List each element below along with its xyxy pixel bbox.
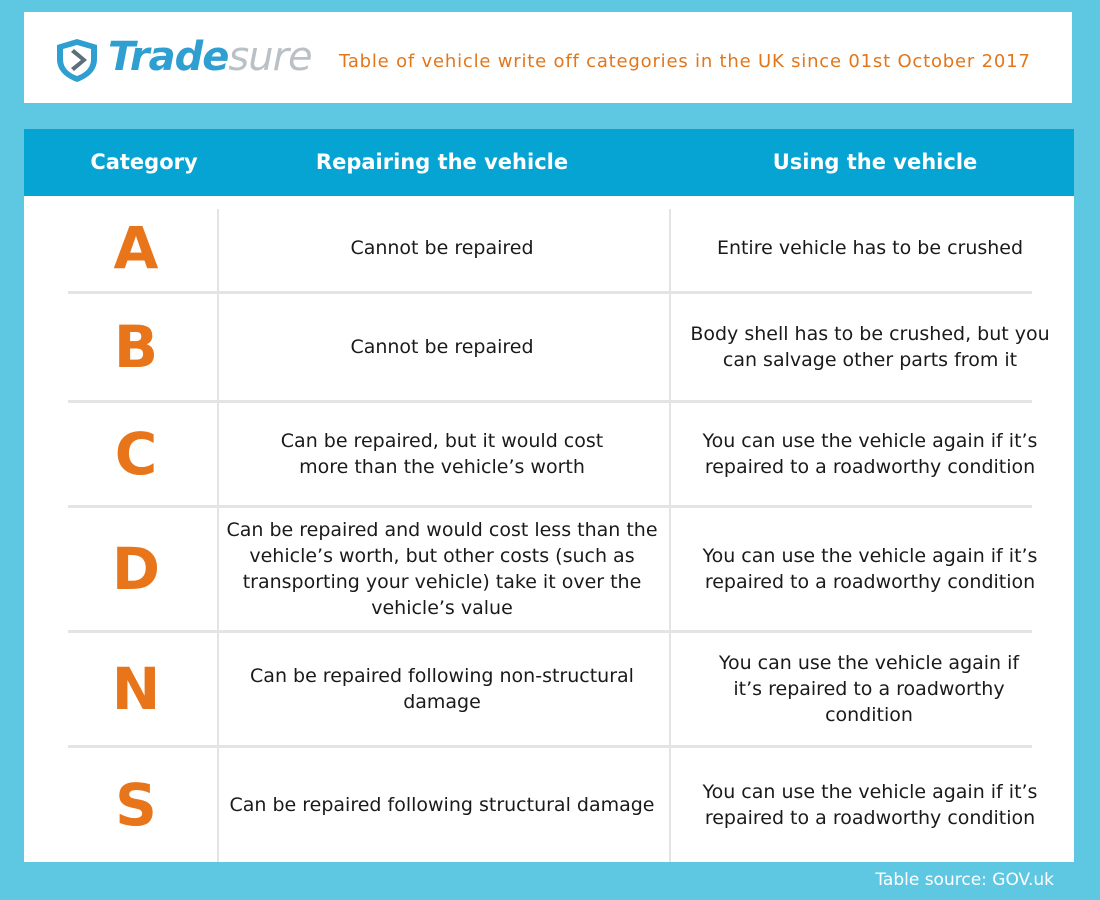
header-category: Category	[90, 150, 198, 174]
repairing-cell: Can be repaired and would cost less than the vehicle’s worth, but other costs (such as transporting your vehicle) take it over the vehicle’s value	[226, 519, 658, 619]
repairing-cell: Can be repaired following non-structural damage	[250, 665, 634, 713]
table-row	[24, 748, 1074, 862]
page-subtitle: Table of vehicle write off categories in the UK since 01st October 2017	[339, 51, 1031, 72]
repairing-cell: Cannot be repaired	[350, 336, 534, 358]
brand-primary: Trade	[108, 34, 229, 80]
category-letter: D	[111, 535, 161, 603]
brand-logo	[108, 32, 312, 82]
using-cell: Entire vehicle has to be crushed	[716, 237, 1024, 259]
using-cell: Body shell has to be crushed, but you can salvage other parts from it	[690, 323, 1050, 371]
table-row	[24, 294, 1074, 400]
category-letter: B	[113, 313, 159, 381]
repairing-cell: Can be repaired following structural damage	[229, 794, 655, 816]
using-cell: You can use the vehicle again if it’s repaired to a roadworthy condition	[702, 781, 1038, 829]
using-cell: You can use the vehicle again if it’s repaired to a roadworthy condition	[702, 545, 1038, 593]
table-source: Table source: GOV.uk	[875, 870, 1054, 890]
header-banner	[24, 12, 1072, 103]
category-letter: C	[114, 420, 158, 488]
table-header	[24, 129, 1074, 196]
repairing-cell: Cannot be repaired	[350, 237, 534, 259]
shield-chevron-icon	[53, 37, 101, 83]
header-repairing: Repairing the vehicle	[315, 150, 569, 174]
table-row	[24, 633, 1074, 745]
repairing-cell: Can be repaired, but it would cost more than the vehicle’s worth	[280, 430, 604, 478]
table-row	[24, 205, 1074, 291]
table-row	[24, 403, 1074, 505]
table-row	[24, 508, 1074, 630]
category-letter: A	[113, 214, 159, 282]
using-cell: You can use the vehicle again if it’s repaired to a roadworthy condition	[718, 652, 1020, 726]
using-cell: You can use the vehicle again if it’s repaired to a roadworthy condition	[702, 430, 1038, 478]
header-using: Using the vehicle	[772, 150, 978, 174]
category-letter: N	[111, 655, 161, 723]
brand-secondary: sure	[228, 34, 312, 80]
category-letter: S	[115, 771, 157, 839]
write-off-table	[24, 129, 1074, 862]
